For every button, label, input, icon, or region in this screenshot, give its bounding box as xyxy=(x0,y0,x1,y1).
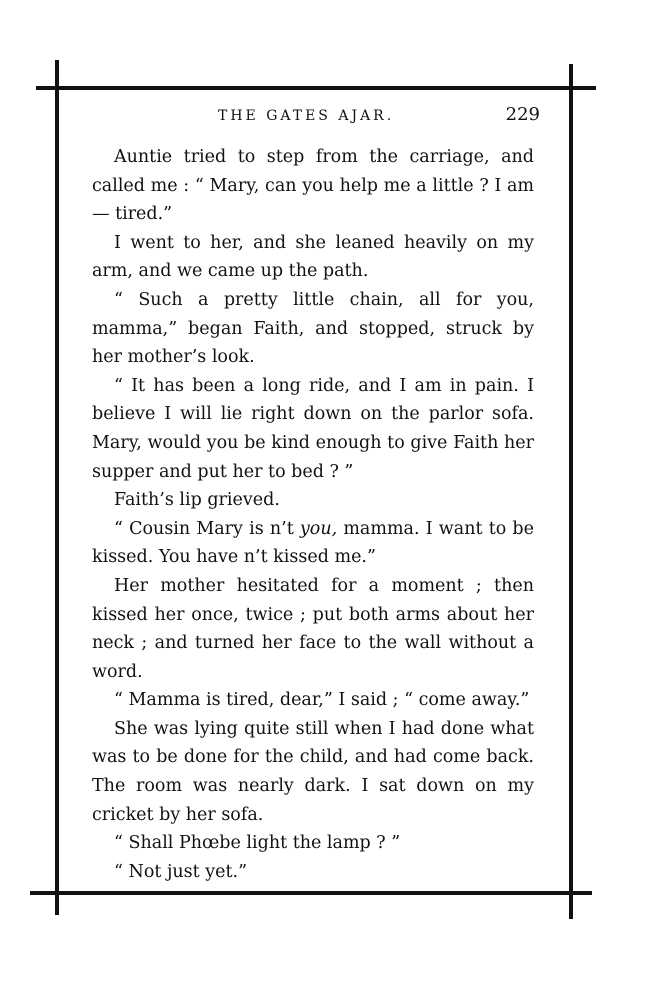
paragraph: “ Mamma is tired, dear,” I said ; “ come away.” xyxy=(114,690,530,711)
running-title: THE GATES AJAR. xyxy=(218,108,395,124)
page-number: 229 xyxy=(505,104,540,125)
paragraph: “ It has been a long ride, and I am in pain. I believe I will lie right down on the parlor sofa. Mary, would you be kind enough to give Faith her supper and put her to bed ? ” xyxy=(92,375,534,482)
top-border-rule xyxy=(36,86,596,90)
paragraph: Faith’s lip grieved. xyxy=(114,490,280,511)
paragraph-text: “ Cousin Mary is n’t xyxy=(114,518,300,539)
left-border-rule xyxy=(55,60,59,915)
emphasized-word: you, xyxy=(299,518,338,539)
paragraph xyxy=(92,515,534,572)
paragraph: Her mother hesitated for a moment ; then kissed her once, twice ; put both arms about her neck ; and turned her face to the wall without a word. xyxy=(92,575,534,682)
running-head xyxy=(100,104,540,130)
paragraph: She was lying quite still when I had done what was to be done for the child, and had come back. The room was nearly dark. I sat down on my cricket by her sofa. xyxy=(92,718,534,825)
paragraph: “ Not just yet.” xyxy=(114,861,248,882)
right-border-rule xyxy=(569,64,573,919)
paragraph: Auntie tried to step from the carriage, and called me : “ Mary, can you help me a little ? I am — tired.” xyxy=(92,147,534,225)
body-text xyxy=(92,143,534,886)
paragraph-text: mamma. I want to be kissed. You have n’t kissed me.” xyxy=(92,518,534,568)
paragraph: “ Such a pretty little chain, all for you, mamma,” began Faith, and stopped, struck by her mother’s look. xyxy=(92,289,534,368)
paragraph: I went to her, and she leaned heavily on my arm, and we came up the path. xyxy=(92,232,534,282)
paragraph: “ Shall Phœbe light the lamp ? ” xyxy=(114,833,401,854)
bottom-border-rule xyxy=(30,891,592,895)
